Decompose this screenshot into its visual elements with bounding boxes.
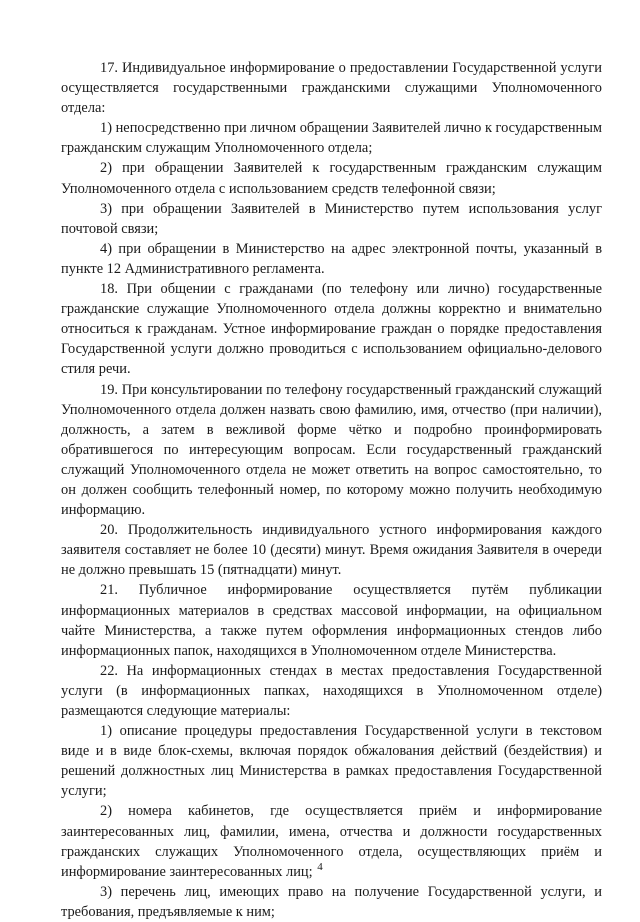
page-number: 4 xyxy=(317,861,323,873)
paragraph-22: 22. На информационных стендах в местах предоставления Государственной услуги (в информационных папках, находящихся в Уполномоченном отделе) размещаются следующие материалы: xyxy=(61,662,602,719)
paragraph-20: 20. Продолжительность индивидуального устного информирования каждого заявителя составляет не более 10 (десяти) минут. Время ожидания Заявителя в очереди не должно превышать 15 (пятнадцати) минут. xyxy=(61,522,602,579)
list-item-3-post: 3) при обращении Заявителей в Министерство путем использования услуг почтовой связи; xyxy=(61,200,602,237)
list-item-1-procedure: 1) описание процедуры предоставления Государственной услуги в текстовом виде и в виде блок-схемы, включая порядок обжалования действий (бездействия) и решений должностных лиц Министерства в рамках предоставления Государственной услуги; xyxy=(61,723,602,800)
document-body xyxy=(61,58,602,922)
paragraph-19: 19. При консультировании по телефону государственный гражданский служащий Уполномоченного отдела должен назвать свою фамилию, имя, отчество (при наличии), должность, а затем в вежливой форме чётко и подробно проинформировать обратившегося по интересующим вопросам. Если государственный гражданский служащий Уполномоченного отдела не может ответить на вопрос самостоятельно, то он должен сообщить телефонный номер, по которому можно получить необходимую информацию. xyxy=(61,381,602,519)
paragraph-18: 18. При общении с гражданами (по телефону или лично) государственные гражданские служащие Уполномоченного отдела должны корректно и внимательно относиться к гражданам. Устное информирование граждан о порядке предоставления Государственной услуги должно проводиться с использованием официально-делового стиля речи. xyxy=(61,281,602,378)
paragraph-17: 17. Индивидуальное информирование о предоставлении Государственной услуги осуществляется государственными гражданскими служащими Уполномоченного отдела: xyxy=(61,60,602,117)
list-item-4-email: 4) при обращении в Министерство на адрес электронной почты, указанный в пункте 12 Административного регламента. xyxy=(61,240,602,277)
paragraph-21: 21. Публичное информирование осуществляется путём публикации информационных материалов в средствах массовой информации, на официальном чайте Министерства, а также путем оформления информационных стендов либо информационных папок, находящихся в Уполномоченном отделе Министерства. xyxy=(61,582,602,659)
list-item-2-phone: 2) при обращении Заявителей к государственным гражданским служащим Уполномоченного отдела с использованием средств телефонной связи; xyxy=(61,160,602,197)
list-item-3-eligible: 3) перечень лиц, имеющих право на получение Государственной услуги, и требования, предъявляемые к ним; xyxy=(61,883,602,920)
list-item-2-offices: 2) номера кабинетов, где осуществляется приём и информирование заинтересованных лиц, фамилии, имена, отчества и должности государственных гражданских служащих Уполномоченного отдела, осуществляющих приём и информирование заинтересованных лиц; xyxy=(61,803,602,880)
list-item-1-in-person: 1) непосредственно при личном обращении Заявителей лично к государственным гражданским служащим Уполномоченного отдела; xyxy=(61,120,602,157)
